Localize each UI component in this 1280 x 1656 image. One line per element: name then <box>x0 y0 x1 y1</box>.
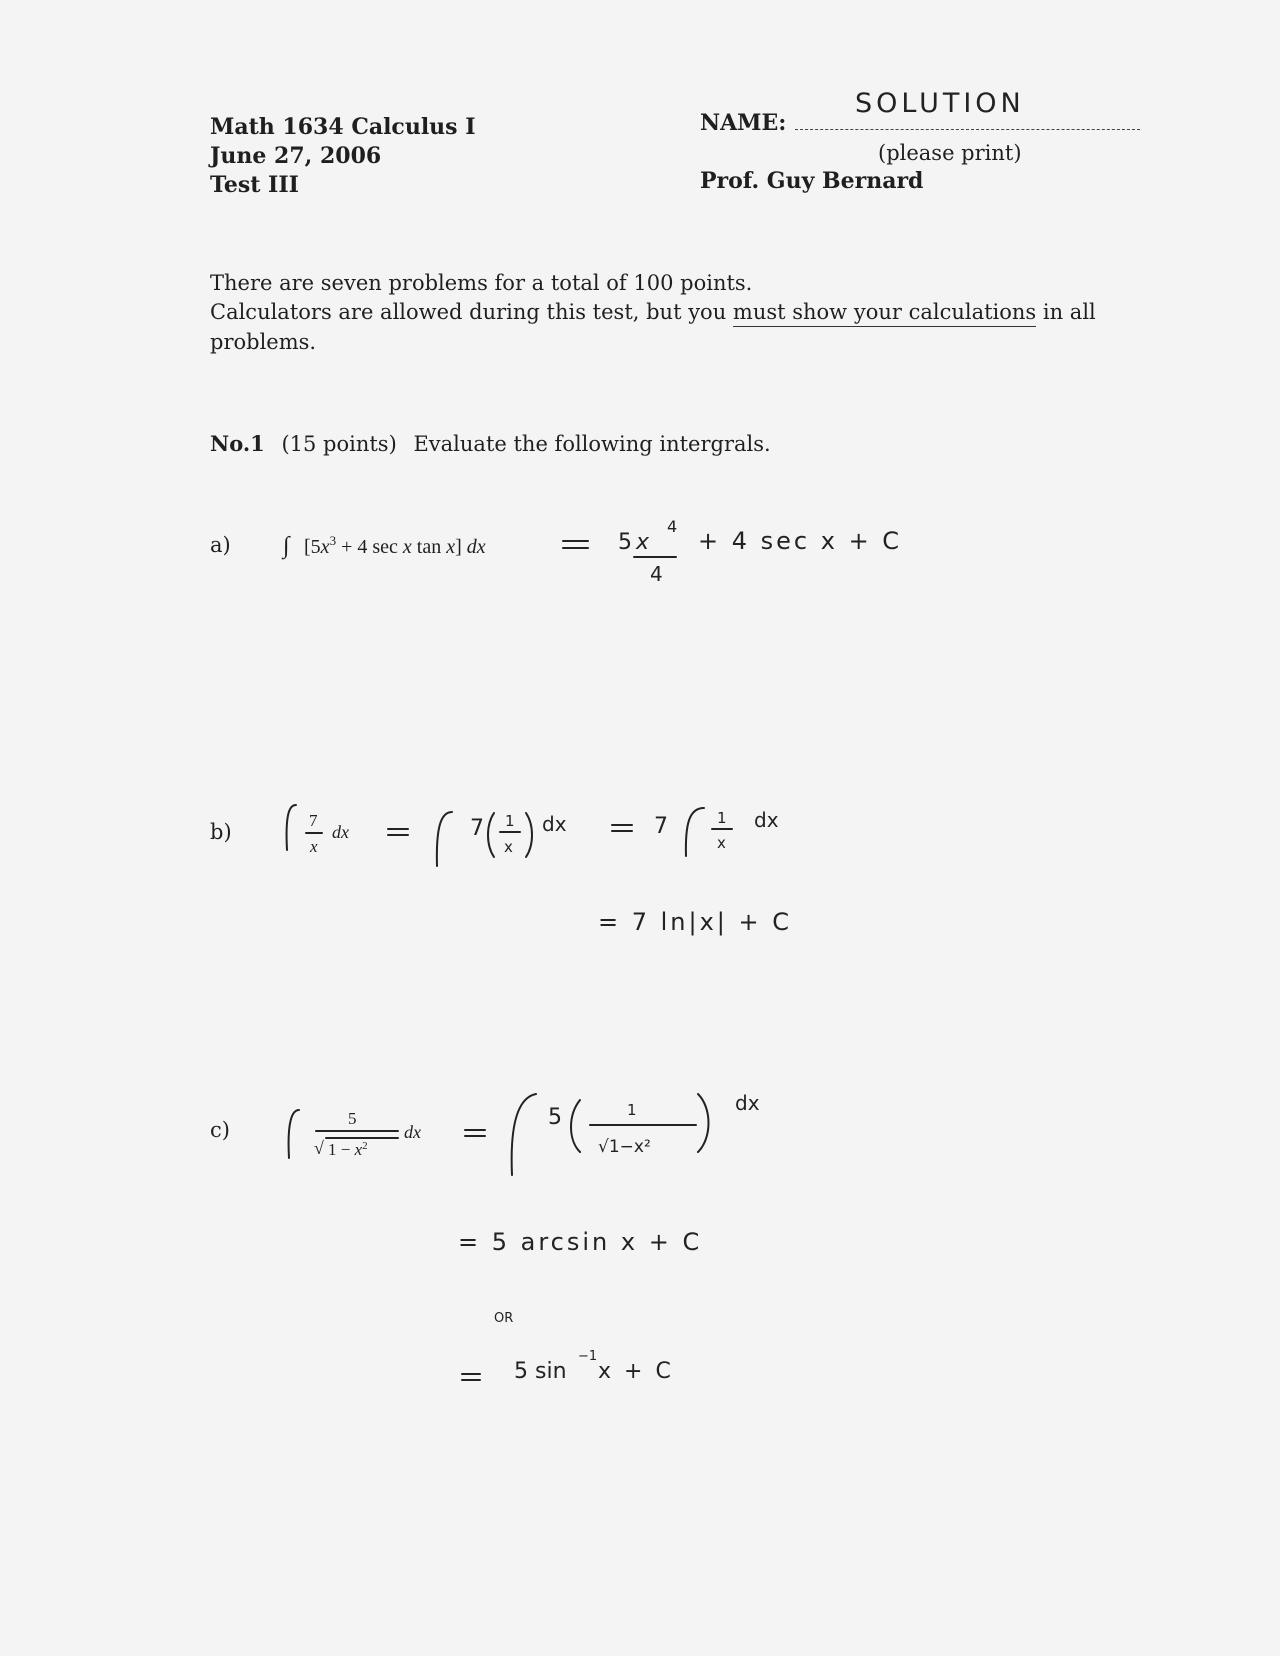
svg-text:√: √ <box>314 1138 324 1158</box>
instructions-line-3: problems. <box>210 330 317 354</box>
part-b-label: b) <box>210 820 232 844</box>
part-b-answer: = 7 ln|x| + C <box>598 908 793 936</box>
part-c-answer-2 <box>462 1349 674 1384</box>
svg-text:x: x <box>504 838 513 856</box>
part-a-label: a) <box>210 533 231 557</box>
svg-text:1: 1 <box>717 809 727 827</box>
instructions-line-2-start: Calculators are allowed during this test, but you <box>210 300 733 324</box>
svg-text:1 − x2: $1 - x^2$ <box>328 1140 368 1159</box>
part-a-integral <box>281 533 486 560</box>
svg-text:7: 7 <box>470 816 484 841</box>
part-c-label: c) <box>210 1118 230 1142</box>
svg-text:√1−x²: √1−x² <box>598 1137 651 1157</box>
svg-text:dx: dx <box>542 812 567 836</box>
svg-text:5: 5 <box>618 530 632 555</box>
svg-text:−1: −1 <box>578 1349 598 1364</box>
course-title: Math 1634 Calculus I <box>210 114 476 140</box>
svg-text:4: 4 <box>650 562 663 586</box>
exam-date: June 27, 2006 <box>210 143 382 169</box>
instructions-line-1: There are seven problems for a total of 100 points. <box>210 271 753 295</box>
problem-prompt: Evaluate the following intergrals. <box>413 432 771 456</box>
instructions-emphasis: must show your calculations <box>733 300 1036 327</box>
svg-text:5: 5 <box>348 1109 357 1128</box>
problem-number: No.1 <box>210 431 265 456</box>
svg-text:∫: ∫ <box>283 533 290 559</box>
part-b-work <box>388 808 779 866</box>
svg-text:[5x3 + 4 sec x tan x] dx: [$5x^3 + 4$ sec x tan x] dx <box>304 533 486 558</box>
part-a-answer-tail: + 4 sec x + C <box>698 527 903 555</box>
svg-text:5 sin: 5 sin <box>514 1359 567 1384</box>
svg-text:dx: dx <box>404 1122 421 1142</box>
part-c-work <box>465 1091 760 1175</box>
svg-text:7: 7 <box>654 814 668 839</box>
svg-text:dx: dx <box>735 1091 760 1115</box>
professor-name: Prof. Guy Bernard <box>700 168 924 194</box>
part-a-answer <box>563 517 902 586</box>
svg-text:dx: dx <box>754 808 779 832</box>
name-value: SOLUTION <box>855 88 1025 119</box>
svg-text:1: 1 <box>627 1101 637 1119</box>
svg-text:4: 4 <box>667 517 678 536</box>
svg-text:x: x <box>717 834 726 852</box>
svg-text:dx: dx <box>332 822 349 842</box>
test-number: Test III <box>210 172 299 198</box>
problem-points: (15 points) <box>281 432 397 456</box>
part-c-answer-2-tail: x + C <box>598 1359 674 1384</box>
part-c-integral <box>289 1109 421 1159</box>
name-label: NAME: <box>700 110 787 136</box>
svg-text:x: x <box>636 530 650 555</box>
part-c-or: OR <box>494 1311 514 1326</box>
instructions-line-2-end: in all <box>1036 300 1096 324</box>
part-c-answer-1: = 5 arcsin x + C <box>458 1228 703 1256</box>
part-b-integral <box>287 805 349 856</box>
print-note: (please print) <box>878 141 1022 165</box>
svg-text:5: 5 <box>548 1105 562 1130</box>
svg-text:1: 1 <box>505 812 515 830</box>
svg-text:x: x <box>310 837 318 856</box>
svg-text:7: 7 <box>309 811 318 830</box>
